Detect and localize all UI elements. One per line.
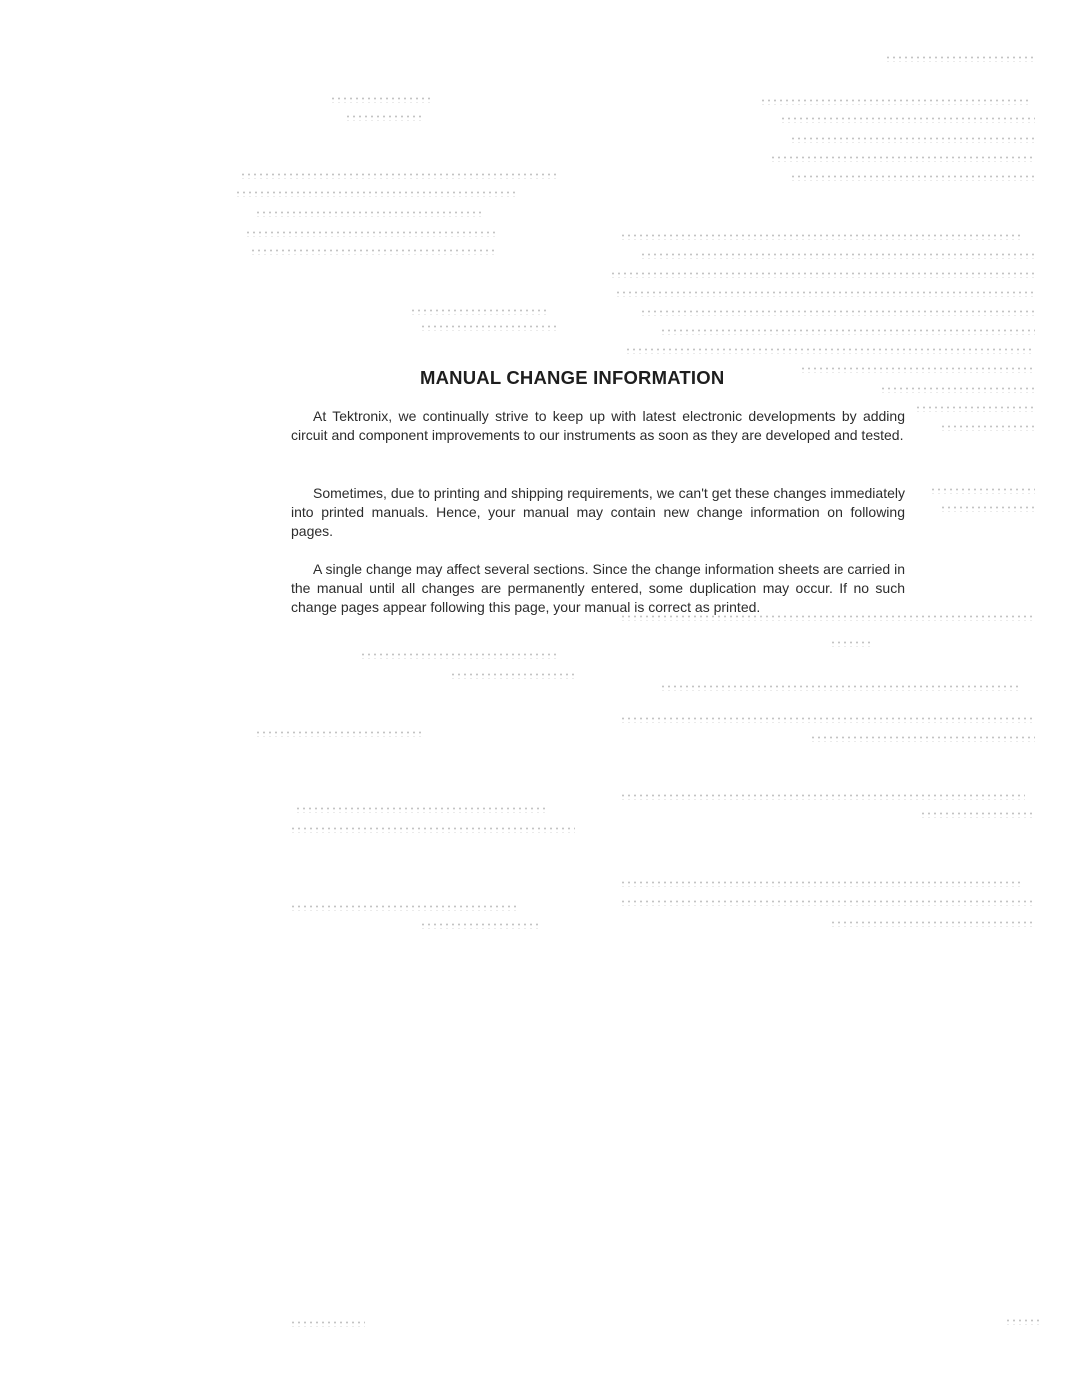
bleed-through-mark — [880, 386, 1035, 393]
bleed-through-mark — [345, 114, 425, 121]
bleed-through-mark — [625, 347, 1035, 354]
bleed-through-mark — [830, 920, 1035, 927]
bleed-through-mark — [915, 405, 1035, 412]
bleed-through-mark — [410, 308, 550, 315]
paragraph-text: Sometimes, due to printing and shipping requirements, we can't get these changes immediately into printed manuals. Hence, your manual may contain new change information on following pages. — [291, 485, 905, 539]
bleed-through-mark — [245, 230, 495, 237]
bleed-through-mark — [620, 233, 1020, 240]
bleed-through-mark — [420, 324, 560, 331]
bleed-through-mark — [770, 155, 1035, 162]
paragraph-intro — [291, 407, 905, 445]
paragraph-text: At Tektronix, we continually strive to keep up with latest electronic developments by adding circuit and component improvements to our instruments as soon as they are developed and tested. — [291, 408, 905, 443]
bleed-through-mark — [780, 116, 1035, 123]
bleed-through-mark — [610, 271, 1035, 278]
bleed-through-mark — [640, 309, 1035, 316]
bleed-through-mark — [255, 730, 425, 737]
bleed-through-mark — [790, 174, 1035, 181]
bleed-through-mark — [290, 826, 575, 833]
bleed-through-mark — [620, 793, 1025, 800]
bleed-through-mark — [760, 98, 1030, 105]
bleed-through-mark — [885, 55, 1035, 62]
bleed-through-mark — [640, 252, 1035, 259]
bleed-through-mark — [930, 487, 1035, 494]
bleed-through-mark — [360, 652, 560, 659]
bleed-through-mark — [790, 136, 1035, 143]
bleed-through-mark — [420, 922, 540, 929]
page-title: MANUAL CHANGE INFORMATION — [420, 367, 725, 388]
bleed-through-mark — [660, 328, 1035, 335]
bleed-through-mark — [235, 190, 515, 197]
bleed-through-mark — [800, 366, 1035, 373]
bleed-through-mark — [660, 684, 1020, 691]
bleed-through-mark — [615, 290, 1035, 297]
paragraph-printing-delays — [291, 484, 905, 541]
bleed-through-mark — [620, 880, 1020, 887]
bleed-through-mark — [290, 1320, 365, 1327]
bleed-through-mark — [250, 248, 495, 255]
bleed-through-mark — [255, 210, 485, 217]
bleed-through-mark — [330, 96, 430, 103]
bleed-through-mark — [1005, 1318, 1040, 1325]
bleed-through-mark — [240, 172, 560, 179]
paragraph-change-sheets — [291, 560, 905, 617]
bleed-through-mark — [810, 735, 1035, 742]
bleed-through-mark — [920, 811, 1035, 818]
bleed-through-mark — [450, 672, 575, 679]
bleed-through-mark — [620, 899, 1035, 906]
paragraph-text: A single change may affect several sections. Since the change information sheets are carried in the manual until all changes are permanently entered, some duplication may occur. If no such change pages appear following this page, your manual is correct as printed. — [291, 561, 905, 615]
bleed-through-mark — [290, 904, 520, 911]
bleed-through-mark — [295, 806, 545, 813]
bleed-through-mark — [830, 640, 870, 647]
bleed-through-mark — [940, 424, 1035, 431]
bleed-through-mark — [940, 505, 1035, 512]
bleed-through-mark — [620, 716, 1035, 723]
